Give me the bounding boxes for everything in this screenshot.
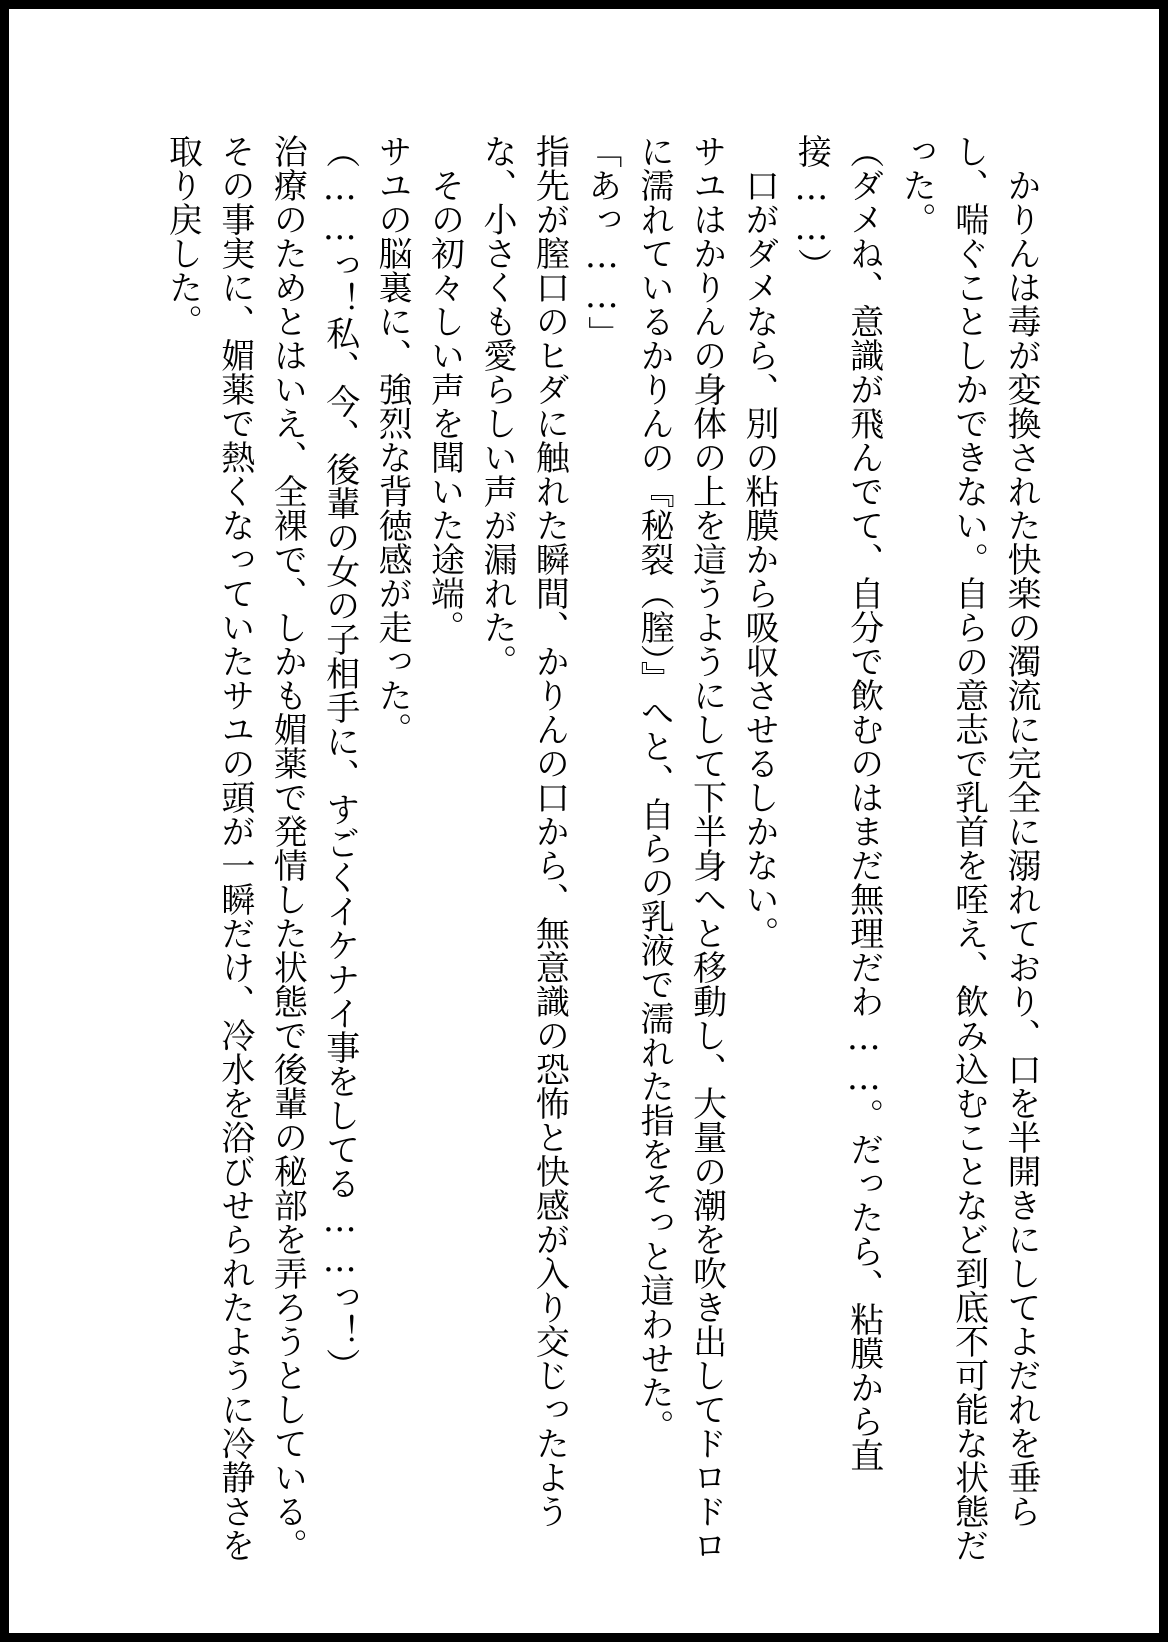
paragraph-1: かりんは毒が変換された快楽の濁流に完全に溺れており、口を半開きにしてよだれを垂らし、喘ぐことしかできない。自らの意志で乳首を咥え、飲み込むことなど到底不可能な状態だった。 <box>896 134 1041 1562</box>
paragraph-7: その初々しい声を聞いた途端。 <box>424 168 465 644</box>
paragraph-5: 「あっ……」 <box>581 134 622 350</box>
vertical-text-body <box>87 134 1047 1594</box>
paragraph-8: サユの脳裏に、強烈な背徳感が走った。 <box>372 134 413 746</box>
paragraph-9: （……っ！私、今、後輩の女の子相手に、すごくイケナイ事をしてる……っ！） <box>319 134 360 1382</box>
paragraph-4: サユはかりんの身体の上を這うようにして下半身へと移動し、大量の潮を吹き出してドロドロに濡れているかりんの『秘裂（膣）』へと、自らの乳液で濡れた指をそっと這わせた。 <box>634 134 727 1562</box>
paragraph-2: （ダメね、意識が飛んでて、自分で飲むのはまだ無理だわ……。だったら、粘膜から直接……） <box>791 134 884 1472</box>
paragraph-3: 口がダメなら、別の粘膜から吸収させるしかない。 <box>738 168 779 950</box>
paragraph-10: 治療のためとはいえ、全裸で、しかも媚薬で発情した状態で後輩の秘部を弄ろうとしている。その事実に、媚薬で熱くなっていたサユの頭が一瞬だけ、冷水を浴びせられたように冷静さを取り戻した。 <box>162 134 308 1562</box>
paragraph-6: 指先が膣口のヒダに触れた瞬間、かりんの口から、無意識の恐怖と快感が入り交じったような、小さくも愛らしい声が漏れた。 <box>476 134 570 1528</box>
